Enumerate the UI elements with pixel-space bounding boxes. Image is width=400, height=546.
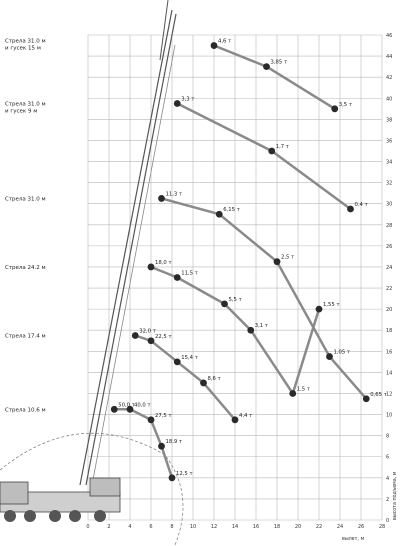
- data-label: 27,5 т: [155, 412, 172, 419]
- data-point: [268, 148, 275, 155]
- y-tick-label: 30: [386, 201, 393, 208]
- boom-length-label: Стрела 24.2 м: [5, 264, 46, 271]
- x-tick-label: 8: [170, 524, 174, 530]
- data-label: 32,0 т: [139, 328, 156, 335]
- data-label: 2,5 т: [281, 254, 295, 261]
- data-label: 22,5 т: [155, 333, 172, 340]
- x-axis-title: вылет, м: [342, 537, 365, 542]
- y-tick-label: 4: [386, 475, 390, 482]
- y-tick-label: 10: [386, 412, 393, 419]
- crane-illustration: [0, 0, 183, 545]
- data-label: 1,7 т: [275, 143, 289, 150]
- data-point: [363, 395, 370, 402]
- data-point: [111, 406, 118, 413]
- data-point: [316, 306, 323, 313]
- data-label: 5,5 т: [228, 296, 242, 303]
- y-axis-title: высота подъема, м: [393, 471, 398, 520]
- x-tick-label: 22: [315, 524, 323, 530]
- y-tick-label: 6: [386, 454, 390, 461]
- y-tick-label: 36: [386, 138, 393, 145]
- y-tick-label: 12: [386, 391, 393, 398]
- data-label: 40,0 т: [134, 402, 151, 409]
- boom-length-label: Стрела 17.4 м: [5, 333, 46, 340]
- data-point: [132, 332, 139, 339]
- data-label: 12,5 т: [176, 470, 193, 477]
- data-point: [347, 206, 354, 213]
- axis-titles: [342, 471, 398, 542]
- y-tick-label: 46: [386, 33, 393, 39]
- y-tick-label: 42: [386, 75, 393, 82]
- x-tick-label: 24: [336, 524, 344, 530]
- data-point: [200, 380, 207, 387]
- y-tick-label: 16: [386, 349, 393, 356]
- x-tick-label: 16: [252, 524, 260, 530]
- boom-length-label: Стрела 10.6 м: [5, 407, 46, 414]
- y-tick-label: 26: [386, 243, 393, 250]
- data-point: [216, 211, 223, 218]
- data-label: 1,05 т: [333, 349, 351, 356]
- x-tick-label: 10: [189, 524, 197, 530]
- data-point: [232, 416, 239, 423]
- data-label: 1,55 т: [323, 302, 340, 309]
- y-tick-label: 0: [386, 518, 390, 524]
- data-label: 3,85 т: [270, 59, 288, 66]
- y-tick-label: 28: [386, 222, 393, 229]
- data-point: [174, 274, 181, 281]
- data-point: [148, 264, 155, 271]
- boom-length-label: Стрела 31.0 м: [5, 196, 46, 203]
- data-label: 11,3 т: [165, 191, 183, 198]
- data-point: [158, 443, 165, 450]
- y-tick-label: 22: [386, 286, 393, 293]
- data-label: 50,0 т: [118, 402, 135, 409]
- y-tick-label: 18: [386, 328, 393, 335]
- data-label: 8,6 т: [207, 375, 221, 382]
- x-tick-label: 12: [210, 524, 218, 530]
- data-point: [174, 358, 181, 365]
- data-point: [274, 258, 281, 265]
- series-curve: [162, 198, 367, 398]
- x-tick-label: 20: [294, 524, 302, 530]
- x-tick-label: 18: [273, 524, 281, 530]
- data-point: [331, 105, 338, 112]
- data-point: [148, 337, 155, 344]
- data-point: [169, 474, 176, 481]
- data-label: 11,5 т: [181, 270, 198, 277]
- data-label: 3,1 т: [254, 323, 268, 330]
- data-label: 18,9 т: [165, 439, 183, 446]
- data-point: [158, 195, 165, 202]
- data-label: 0,4 т: [354, 201, 368, 208]
- data-point: [211, 42, 218, 49]
- y-tick-label: 40: [386, 96, 393, 103]
- y-tick-label: 32: [386, 180, 393, 187]
- y-tick-label: 24: [386, 264, 393, 271]
- y-tick-label: 8: [386, 433, 390, 440]
- y-tick-label: 44: [386, 54, 393, 61]
- data-label: 4,6 т: [218, 38, 232, 45]
- data-label: 3,5 т: [338, 101, 352, 108]
- data-point: [221, 300, 228, 307]
- data-point: [148, 416, 155, 423]
- data-point: [174, 100, 181, 107]
- data-label: 0,65 т: [370, 391, 387, 398]
- data-label: 18,0 т: [155, 259, 172, 266]
- x-tick-label: 6: [149, 524, 153, 530]
- data-label: 15,4 т: [181, 354, 198, 361]
- x-tick-label: 2: [107, 524, 111, 530]
- data-point: [263, 63, 270, 70]
- data-point: [247, 327, 254, 334]
- x-tick-label: 0: [86, 524, 90, 530]
- truck-icon: [0, 478, 120, 522]
- boom-length-label: Стрела 31.0 м и гусек 9 м: [5, 101, 46, 115]
- data-label: 3,3 т: [181, 96, 195, 103]
- y-tick-label: 34: [386, 159, 393, 166]
- y-tick-label: 38: [386, 117, 393, 124]
- data-point: [289, 390, 296, 397]
- data-label: 4,4 т: [239, 412, 253, 419]
- x-tick-label: 4: [128, 524, 132, 530]
- x-tick-label: 14: [231, 524, 239, 530]
- x-tick-label: 26: [357, 524, 365, 530]
- x-tick-label: 28: [378, 524, 386, 530]
- y-tick-label: 2: [386, 496, 390, 503]
- data-point: [326, 353, 333, 360]
- y-tick-label: 20: [386, 307, 393, 314]
- y-tick-label: 14: [386, 370, 393, 377]
- boom-length-label: Стрела 31.0 м и гусек 15 м: [5, 38, 46, 52]
- data-label: 1,5 т: [296, 386, 310, 393]
- data-label: 6,15 т: [223, 207, 240, 214]
